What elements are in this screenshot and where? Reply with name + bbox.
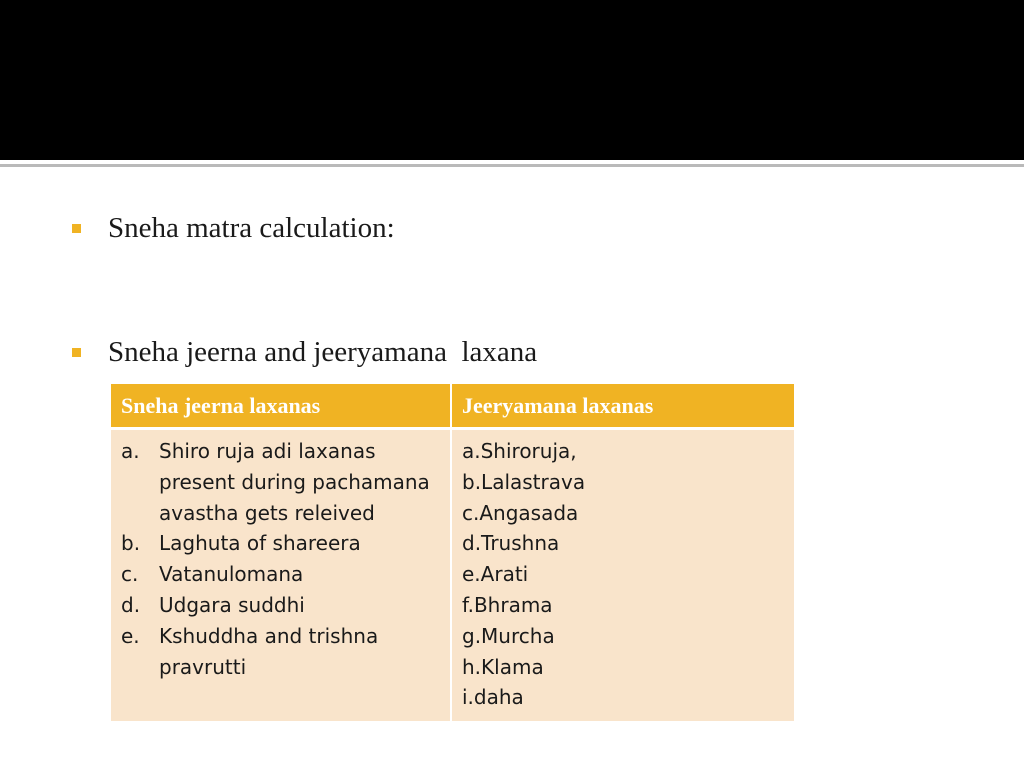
jeeryamana-list: [462, 436, 786, 713]
bullet-sneha-matra: [72, 212, 395, 245]
list-item: [121, 436, 442, 528]
bullet-sneha-jeerna: [72, 336, 537, 369]
list-item: [121, 621, 442, 683]
square-bullet-icon: [72, 224, 81, 233]
list-item-text: Kshuddha and trishna pravrutti: [159, 623, 379, 679]
title-band: [0, 0, 1024, 160]
list-item-text: Shiro ruja adi laxanas present during pachamana avastha gets releived: [159, 439, 430, 525]
header-jeeryamana: Jeeryamana laxanas: [451, 384, 794, 429]
list-item: c.Angasada: [462, 500, 579, 525]
list-item-text: Laghuta of shareera: [159, 531, 361, 556]
bullet-text: Sneha matra calculation:: [108, 212, 395, 244]
square-bullet-icon: [72, 348, 81, 357]
title-divider: [0, 164, 1024, 167]
jeeryamana-cell: [451, 429, 794, 722]
list-item: f.Bhrama: [462, 592, 553, 617]
header-sneha-jeerna: Sneha jeerna laxanas: [111, 384, 451, 429]
list-marker: d.: [121, 592, 141, 617]
list-item-text: Vatanulomana: [159, 562, 304, 587]
table-row: [111, 429, 794, 722]
sneha-jeerna-cell: [111, 429, 451, 722]
list-item: [121, 528, 442, 559]
list-item-text: Udgara suddhi: [159, 592, 305, 617]
list-item: [121, 559, 442, 590]
list-item: b.Lalastrava: [462, 469, 586, 494]
list-marker: b.: [121, 531, 141, 556]
bullet-text: Sneha jeerna and jeeryamana laxana: [108, 336, 538, 368]
sneha-jeerna-list: [121, 436, 442, 682]
table-header-row: [111, 384, 794, 429]
list-marker: e.: [121, 623, 140, 648]
list-item: e.Arati: [462, 562, 529, 587]
list-marker: c.: [121, 562, 139, 587]
list-marker: a.: [121, 439, 140, 463]
laxana-table: [111, 384, 794, 721]
list-item: h.Klama: [462, 654, 544, 679]
list-item: i.daha: [462, 685, 524, 710]
list-item: g.Murcha: [462, 623, 555, 648]
list-item: a.Shiroruja,: [462, 439, 577, 463]
list-item: d.Trushna: [462, 531, 560, 556]
list-item: [121, 590, 442, 621]
